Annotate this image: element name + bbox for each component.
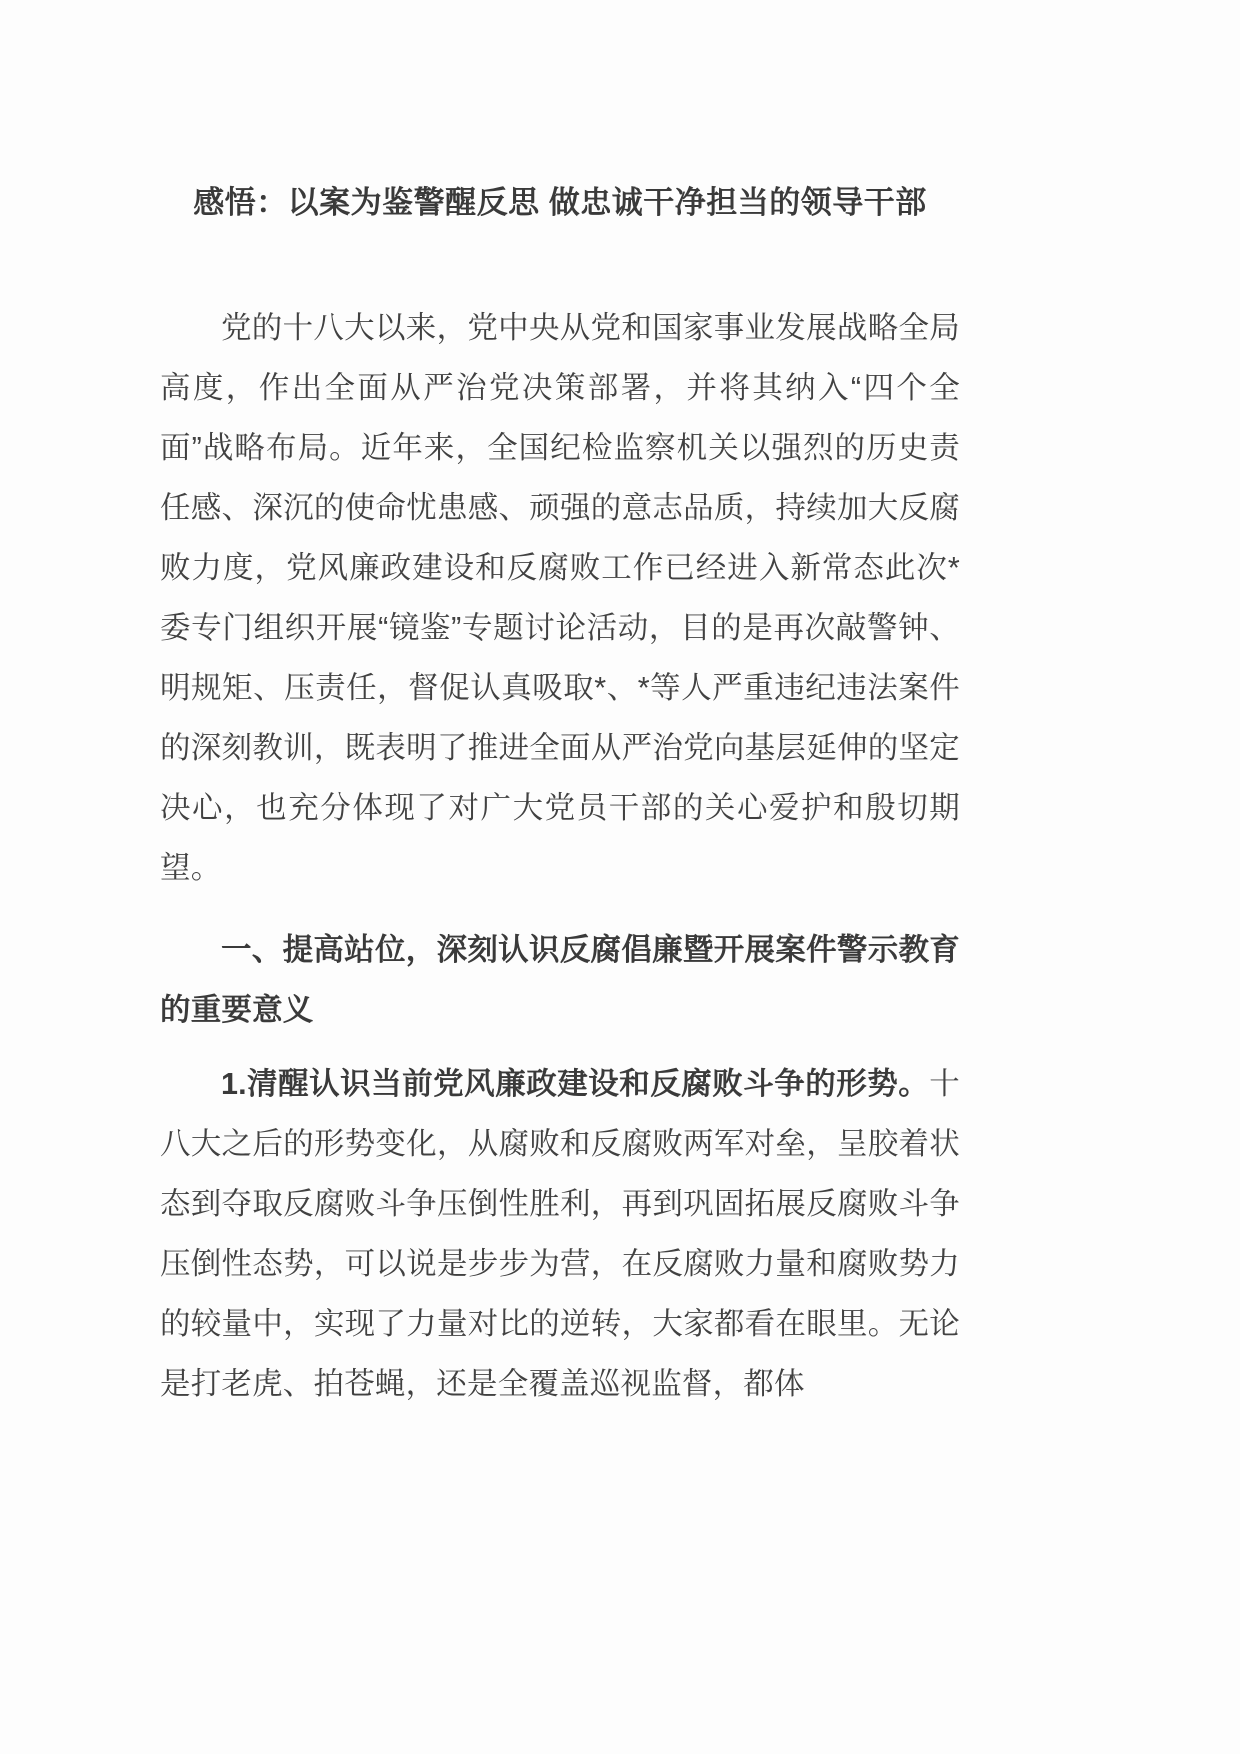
intro-paragraph: 党的十八大以来，党中央从党和国家事业发展战略全局高度，作出全面从严治党决策部署，并将其纳入“四个全面”战略布局。近年来，全国纪检监察机关以强烈的历史责任感、深沉的使命忧患感、顽强的意志品质，持续加大反腐败力度，党风廉政建设和反腐败工作已经进入新常态此次*委专门组织开展“镜鉴”专题讨论活动，目的是再次敲警钟、明规矩、压责任，督促认真吸取*、*等人严重违纪违法案件的深刻教训，既表明了推进全面从严治党向基层延伸的坚定决心，也充分体现了对广大党员干部的关心爱护和殷切期望。 bbox=[160, 310, 960, 885]
subsection-one-body: 十八大之后的形势变化，从腐败和反腐败两军对垒，呈胶着状态到夺取反腐败斗争压倒性胜利，再到巩固拓展反腐败斗争压倒性态势，可以说是步步为营，在反腐败力量和腐败势力的较量中，实现了力量对比的逆转，大家都看在眼里。无论是打老虎、拍苍蝇，还是全覆盖巡视监督，都体 bbox=[160, 1066, 960, 1401]
subsection-one-lead: 1.清醒认识当前党风廉政建设和反腐败斗争的形势。 bbox=[221, 1066, 930, 1101]
section-heading-one: 一、提高站位，深刻认识反腐倡廉暨开展案件警示教育的重要意义 bbox=[160, 932, 960, 1027]
document-content bbox=[160, 0, 960, 1414]
document-title: 感悟：以案为鉴警醒反思 做忠诚干净担当的领导干部 bbox=[193, 185, 927, 220]
subsection-one-paragraph bbox=[160, 1040, 960, 1414]
